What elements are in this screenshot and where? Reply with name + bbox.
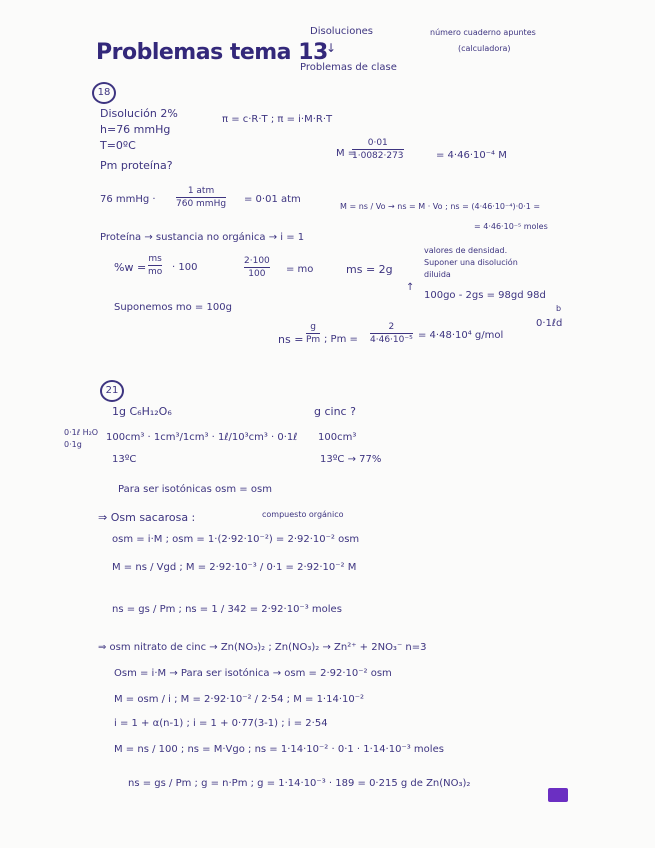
p18-line-4: Pm proteína? [100, 159, 173, 172]
p18-conv-fraction [176, 186, 226, 209]
p21-compuesto: compuesto orgánico [262, 510, 344, 519]
p18-note-2: Suponer una disolución [424, 258, 518, 267]
fraction-bar [244, 267, 270, 268]
p18-note-3: diluida [424, 270, 451, 279]
p18-m-formula: M = ns / Vo → ns = M · Vo ; ns = (4·46·10⁻⁴)·0·1 = [340, 202, 541, 211]
header-right-2: (calculadora) [458, 44, 511, 53]
p18-ms-eq: ms = 2g [346, 263, 393, 276]
p21-water-line: 100cm³ · 1cm³/1cm³ · 1ℓ/10³cm³ · 0·1ℓ [106, 432, 298, 443]
p18-pct-den: mo [148, 267, 163, 277]
header-arrow: ↓ [326, 41, 337, 55]
p18-ns-mid: ; Pm = [324, 334, 358, 345]
p18-pct-fraction [148, 254, 162, 277]
p18-pct-mult: · 100 [172, 262, 198, 273]
p21-isotonic: Para ser isotónicas osm = osm [118, 484, 272, 495]
p18-pct-sub-eq: = mo [286, 264, 314, 275]
p21-sacarosa: ⇒ Osm sacarosa : [98, 511, 196, 524]
p18-formula-pi: π = c·R·T ; π = i·M·R·T [222, 114, 333, 125]
purple-tab-marker [548, 788, 568, 802]
p21-temp-right: 13ºC → 77% [320, 454, 382, 465]
p18-pct-sub-den: 100 [248, 269, 266, 279]
header-right-1: número cuaderno apuntes [430, 28, 536, 37]
fraction-bar [176, 197, 226, 198]
p21-temp-left: 13ºC [112, 454, 137, 465]
p18-conv-den: 760 mmHg [176, 199, 227, 209]
p21-nitrate-line: ⇒ osm nitrato de cinc → Zn(NO₃)₂ ; Zn(NO₃)₂ → Zn²⁺ + 2NO₃⁻ n=3 [98, 642, 427, 653]
p21-ns-line: ns = gs / Pm ; ns = 1 / 342 = 2·92·10⁻³ moles [112, 604, 342, 615]
p18-ns-result: = 4·48·10⁴ g/mol [418, 330, 504, 341]
p18-mass-b: b [556, 304, 562, 313]
p18-line-3: T=0ºC [100, 139, 136, 152]
p18-suponiendo: Suponemos mo = 100g [114, 302, 232, 313]
p18-m-result: = 4·46·10⁻⁴ M [436, 150, 507, 161]
p18-conv-result: = 0·01 atm [244, 194, 301, 205]
fraction-bar [352, 149, 404, 150]
p18-line-2: h=76 mmHg [100, 123, 171, 136]
p18-m-den: 1·0082·273 [352, 151, 404, 161]
p18-ns2-num: 2 [388, 322, 395, 332]
p21-water-left: 0·1ℓ H₂O [64, 428, 99, 437]
p21-water-left2: 0·1g [64, 440, 82, 449]
fraction-bar [306, 333, 320, 334]
p21-osm-eq: osm = i·M ; osm = 1·(2·92·10⁻²) = 2·92·10⁻² osm [112, 534, 360, 545]
page-title: Problemas tema 13 [96, 40, 328, 65]
p18-ns-fraction [306, 322, 320, 345]
problem-21-number: 21 [100, 380, 124, 402]
p21-m-line2: M = osm / i ; M = 2·92·10⁻² / 2·54 ; M = 1·14·10⁻² [114, 694, 365, 705]
p18-ns-fraction-2 [370, 322, 413, 345]
p18-note-arrow: ↑ [406, 282, 415, 293]
p18-pct-left: %w = [114, 261, 147, 274]
p18-note-1: valores de densidad. [424, 246, 508, 255]
p21-m-line3: M = ns / 100 ; ns = M·Vgo ; ns = 1·14·10⁻² · 0·1 · 1·14·10⁻³ moles [114, 744, 444, 755]
p21-i-line: i = 1 + α(n-1) ; i = 1 + 0·77(3-1) ; i = 2·54 [114, 718, 328, 729]
p21-m-line: M = ns / Vgd ; M = 2·92·10⁻³ / 0·1 = 2·92·10⁻² M [112, 562, 357, 573]
p18-pct-sub-fraction [244, 256, 270, 279]
p18-conv-num: 1 atm [187, 186, 215, 196]
p21-zinc-vol: 100cm³ [318, 432, 357, 443]
p21-final-line: ns = gs / Pm ; g = n·Pm ; g = 1·14·10⁻³ · 189 = 0·215 g de Zn(NO₃)₂ [128, 778, 471, 789]
p18-line-1: Disolución 2% [100, 107, 178, 120]
p21-glucose: 1g C₆H₁₂O₆ [112, 405, 172, 418]
p21-osm-line2: Osm = i·M → Para ser isotónica → osm = 2·92·10⁻² osm [114, 668, 392, 679]
p18-pct-num: ms [148, 254, 162, 264]
p18-conv-left: 76 mmHg · [100, 194, 156, 205]
p18-mass-line: 100go - 2gs = 98gd 98d [424, 290, 546, 301]
header-disoluciones: Disoluciones [310, 26, 374, 37]
p18-m-label: M = [336, 148, 357, 159]
p18-m-num: 0·01 [367, 138, 388, 148]
header-subtitle: Problemas de clase [300, 62, 397, 73]
p21-zinc-q: g cinc ? [314, 405, 356, 418]
p18-m-formula-result: = 4·46·10⁻⁵ moles [474, 222, 548, 231]
problem-18-number: 18 [92, 82, 116, 104]
p18-m-fraction [352, 138, 404, 161]
p18-mass-c: 0·1ℓd [536, 318, 563, 329]
p18-pct-sub-num: 2·100 [244, 256, 270, 266]
p18-protein-line: Proteína → sustancia no orgánica → i = 1 [100, 232, 305, 243]
fraction-bar [370, 333, 413, 334]
fraction-bar [148, 265, 162, 266]
p18-ns-num: g [310, 322, 316, 332]
p18-ns-den: Pm [306, 335, 321, 345]
p18-ns2-den: 4·46·10⁻⁵ [370, 335, 413, 345]
p18-ns-left: ns = [278, 333, 304, 346]
